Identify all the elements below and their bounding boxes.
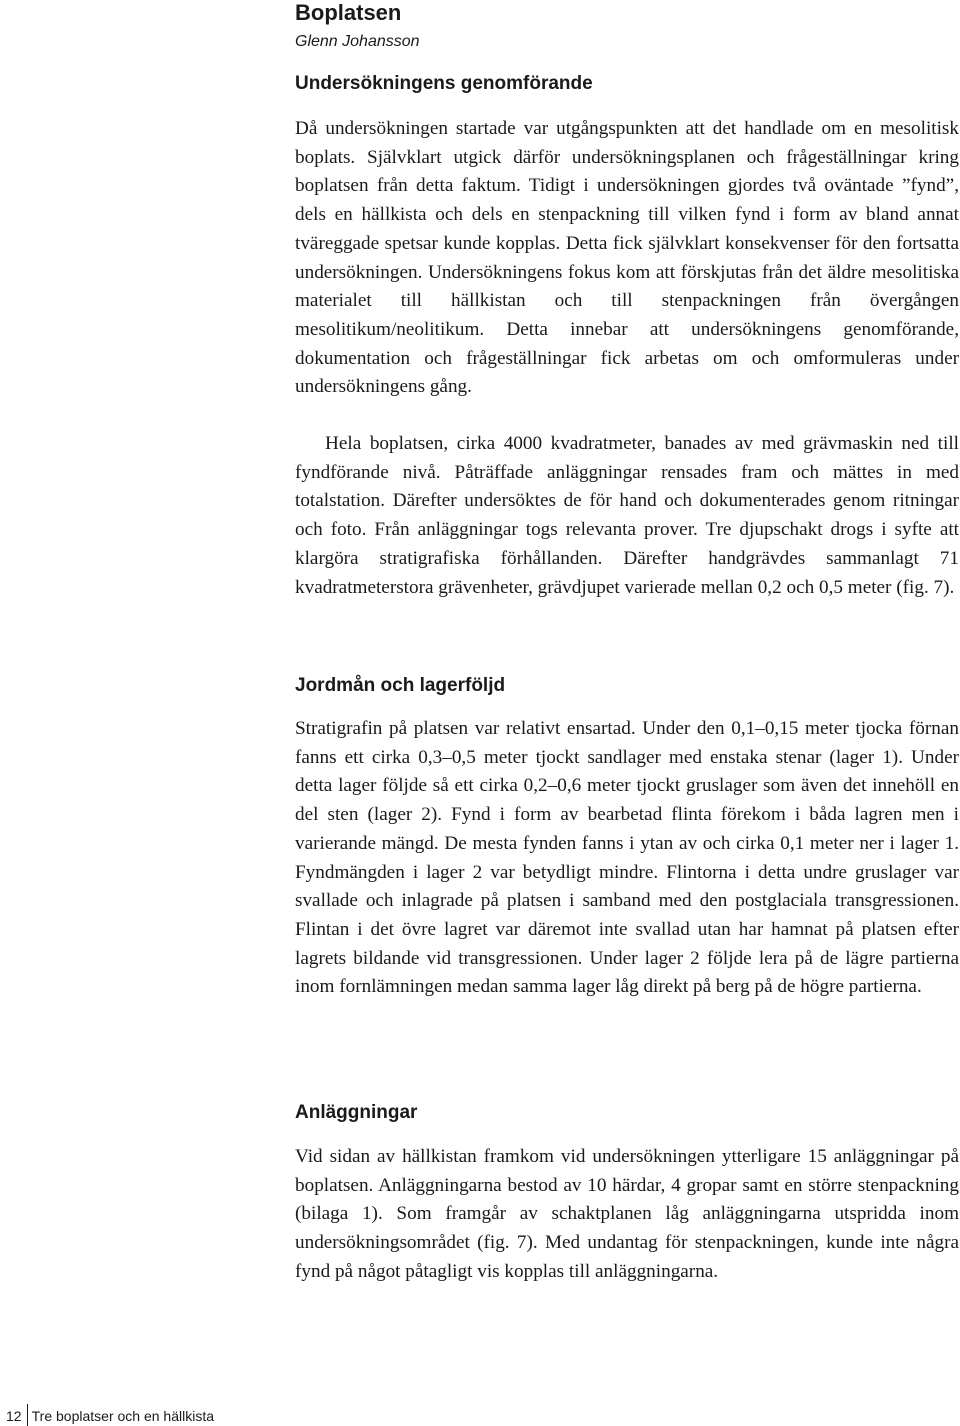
paragraph: Vid sidan av hällkistan framkom vid undersökningen ytterligare 15 anläggningar på boplatsen. Anläggningarna bestod av 10 härdar, 4 gropar samt en större stenpackning (bilaga 1). Som framgår av schaktplanen låg anläggningarna utspridda inom undersökningsområdet (fig. 7). Med undantag för stenpackningen, kunde inte några fynd på något påtagligt vis kopplas till anläggningarna. [295, 1146, 959, 1282]
section-heading-anlaggningar: Anläggningar [295, 1102, 418, 1123]
page-footer [6, 1407, 214, 1425]
page-number: 12 [6, 1408, 22, 1424]
section-heading-jordman-och-lagerfoljd: Jordmån och lagerföljd [295, 675, 506, 696]
paragraph: Stratigrafin på platsen var relativt ensartad. Under den 0,1–0,15 meter tjocka förnan fanns ett cirka 0,3–0,5 meter tjockt sandlager med enstaka stenar (lager 1). Under detta lager följde så ett cirka 0,2–0,6 meter tjockt gruslager som även det innehöll en del sten (lager 2). Fynd i form av bearbetad flinta förekom i båda lagren men i varierande mängd. De mesta fynden fanns i ytan av och cirka 0,1 meter ner i lager 1. Fyndmängden i lager 2 var betydligt mindre. Flintorna i detta undre gruslager var svallade och inlagrade på platsen i samband med den postglaciala transgressionen. Flintan i det övre lagret var däremot inte svallad utan har hamnat på platsen efter lagrets bildande vid transgressionen. Under lager 2 följde lera på de lägre partierna inom fornlämningen medan samma lager låg direkt på berg på de högre partierna. [295, 718, 959, 998]
section-heading-undersokningens-genomforande: Undersökningens genomförande [295, 73, 593, 94]
document-title: Boplatsen [295, 0, 402, 25]
running-title: Tre boplatser och en hällkista [31, 1408, 214, 1424]
paragraph: Hela boplatsen, cirka 4000 kvadratmeter, banades av med grävmaskin ned till fyndförande nivå. Påträffade anläggningar rensades fram och mättes in med totalstation. Därefter undersöktes de för hand och dokumenterades genom ritningar och foto. Från anläggningar togs relevanta prover. Tre djupschakt drogs i syfte att klargöra stratigrafiska förhållanden. Därefter handgrävdes sammanlagt 71 kvadratmeterstora grävenheter, grävdjupet varierade mellan 0,2 och 0,5 meter (fig. 7). [295, 433, 959, 598]
paragraph: Då undersökningen startade var utgångspunkten att det handlade om en mesolitisk boplats. Självklart utgick därför undersökningsplanen och frågeställningar kring boplatsen från detta faktum. Tidigt i undersökningen gjordes två oväntade ”fynd”, dels en hällkista och dels en stenpackning till vilken fynd i form av bland annat tväreggade spetsar kunde kopplas. Detta fick självklart konsekvenser för den fortsatta undersökningen. Undersökningens fokus kom att förskjutas från det äldre mesolitiska materialet till hällkistan och till stenpackningen från övergången mesolitikum/neolitikum. Detta innebar att undersökningens genomförande, dokumentation och frågeställningar fick arbetas om och omformuleras under undersökningens gång. [295, 118, 959, 398]
author-name: Glenn Johansson [295, 33, 420, 50]
